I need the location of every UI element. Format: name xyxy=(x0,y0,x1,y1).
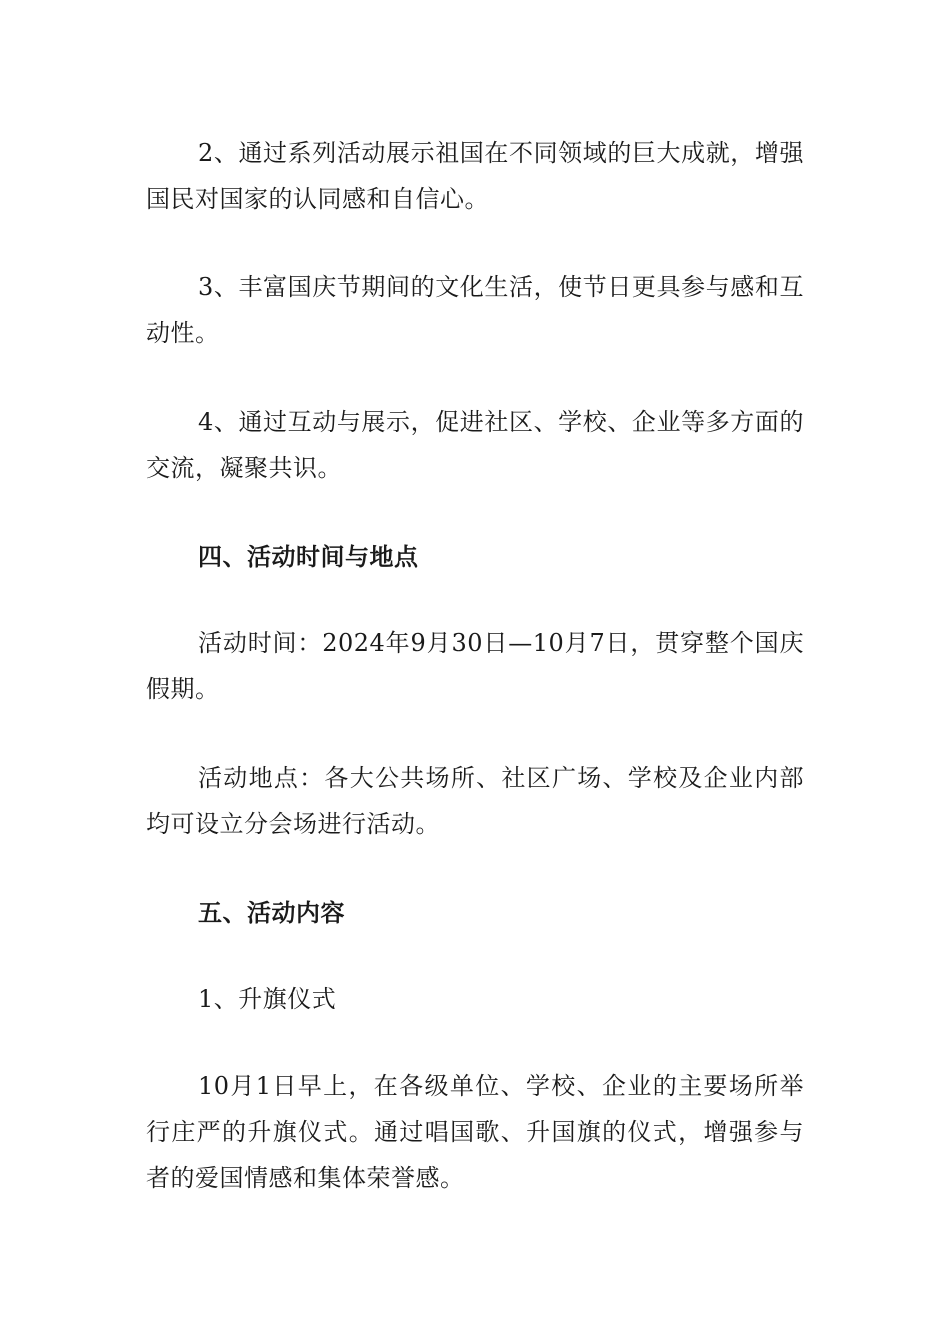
paragraph-goal-2: 2、通过系列活动展示祖国在不同领域的巨大成就，增强国民对国家的认同感和自信心。 xyxy=(146,139,804,213)
paragraph-flag-ceremony: 10月1日早上，在各级单位、学校、企业的主要场所举行庄严的升旗仪式。通过唱国歌、升国旗的仪式，增强参与者的爱国情感和集体荣誉感。 xyxy=(146,1072,804,1192)
item-title-flag-ceremony: 1、升旗仪式 xyxy=(198,985,337,1013)
paragraph-goal-4: 4、通过互动与展示，促进社区、学校、企业等多方面的交流，凝聚共识。 xyxy=(146,408,804,482)
paragraph-goal-3: 3、丰富国庆节期间的文化生活，使节日更具参与感和互动性。 xyxy=(146,273,804,347)
section-heading-time-location: 四、活动时间与地点 xyxy=(198,542,419,571)
paragraph-activity-time: 活动时间：2024年9月30日—10月7日，贯穿整个国庆假期。 xyxy=(146,629,804,703)
paragraph-activity-location: 活动地点：各大公共场所、社区广场、学校及企业内部均可设立分会场进行活动。 xyxy=(146,764,804,838)
section-heading-content: 五、活动内容 xyxy=(198,898,345,927)
